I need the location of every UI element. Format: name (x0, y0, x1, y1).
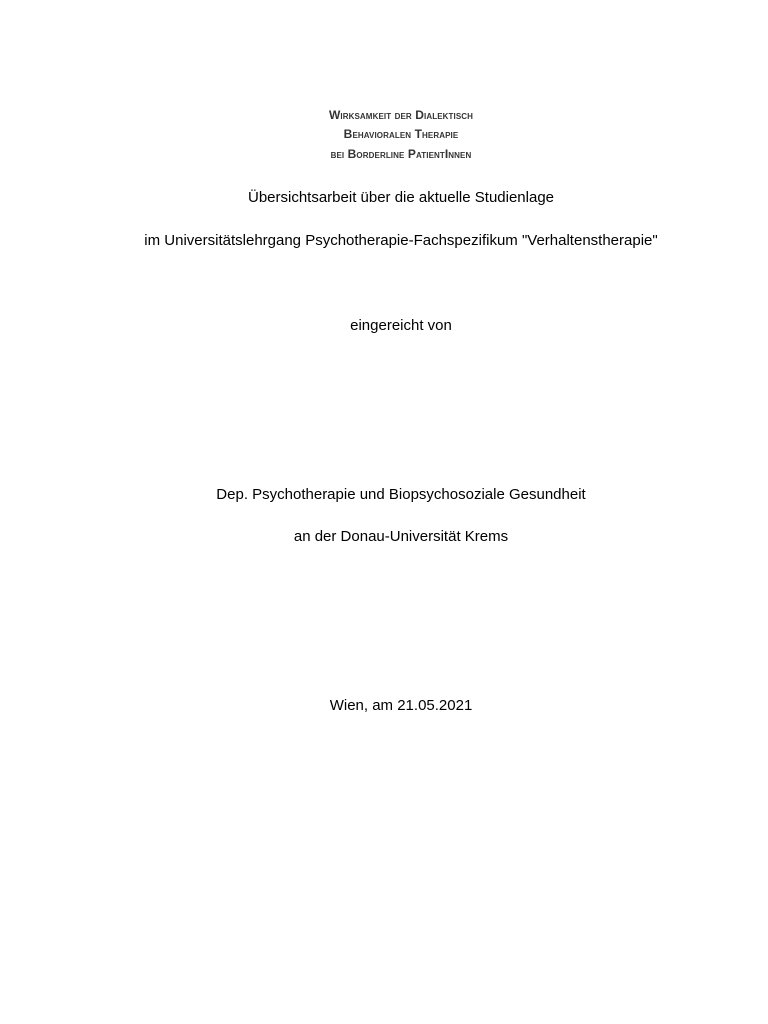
title-line-3: bei Borderline PatientInnen (330, 147, 472, 161)
title-line-1: Wirksamkeit der Dialektisch (328, 108, 474, 122)
place-date: Wien, am 21.05.2021 (329, 697, 473, 714)
course-line: im Universitätslehrgang Psychotherapie-Fachspezifikum "Verhaltenstherapie" (144, 232, 658, 249)
title-line-2: Behavioralen Therapie (343, 127, 459, 141)
university: an der Donau-Universität Krems (293, 528, 509, 545)
department: Dep. Psychotherapie und Biopsychosoziale Gesundheit (216, 486, 586, 503)
subtitle: Übersichtsarbeit über die aktuelle Studienlage (247, 189, 555, 206)
submitted-by: eingereicht von (350, 317, 452, 334)
